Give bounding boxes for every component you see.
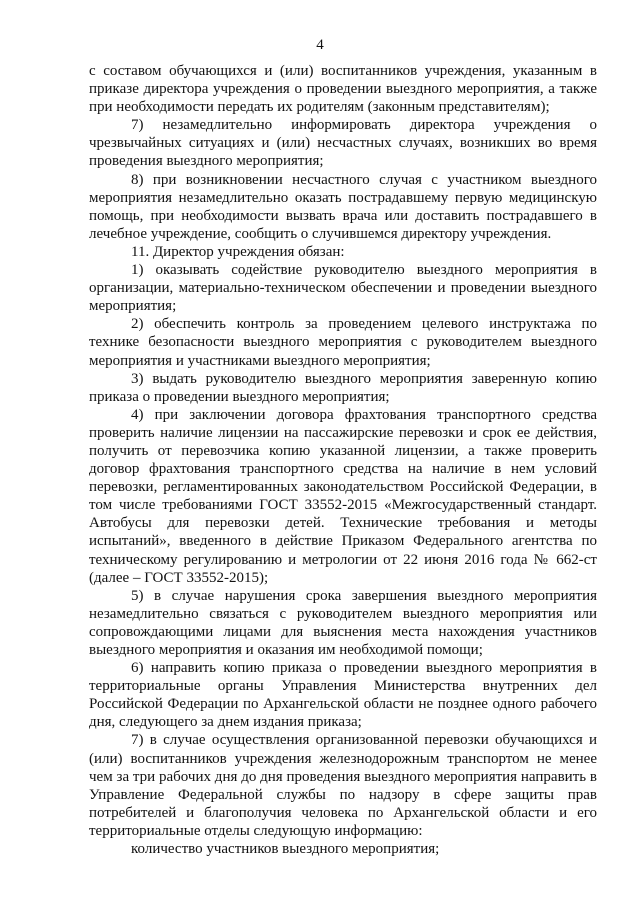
paragraph-item-7-rail-transport: 7) в случае осуществления организованной перевозки обучающихся и (или) воспитанников учреждения железнодорожным транспортом не менее чем за три рабочих дня до дня проведения выездного мероприятия направить в Управление Федеральной службы по надзору в сфере защиты прав потребителей и благополучия человека по Архангельской области и его территориальные отделы следующую информацию: [89,732,597,839]
paragraph-item-5-deadline-breach: 5) в случае нарушения срока завершения выездного мероприятия незамедлительно связаться с руководителем выездного мероприятия или сопровождающими лицами для выяснения места нахождения участников выездного мероприятия и оказания им необходимой помощи; [89,587,597,658]
document-body [89,62,597,858]
page-number: 4 [316,37,324,53]
paragraph-item-1-assist: 1) оказывать содействие руководителю выездного мероприятия в организации, материально-техническом обеспечении и проведении выездного мероприятия; [89,262,597,315]
paragraph-item-6-send-order: 6) направить копию приказа о проведении выездного мероприятия в территориальные органы Управления Министерства внутренних дел Российской Федерации по Архангельской области не позднее одного рабочего дня, следующего за днем издания приказа; [89,660,597,731]
paragraph-item-8-accident: 8) при возникновении несчастного случая с участником выездного мероприятия незамедлительно оказать пострадавшему первую медицинскую помощь, при необходимости вызвать врача или доставить пострадавшего в лечебное учреждение, сообщить о случившемся директору учреждения. [89,171,597,242]
paragraph-item-3-order-copy: 3) выдать руководителю выездного мероприятия заверенную копию приказа о проведении выездного мероприятия; [89,370,597,405]
paragraph-item-4-charter-contract: 4) при заключении договора фрахтования транспортного средства проверить наличие лицензии на пассажирские перевозки и срок ее действия, получить от перевозчика копию указанной лицензии, а также проверить договор фрахтования транспортного средства на наличие в нем условий перевозки, регламентированных законодательством Российской Федерации, в том числе требованиями ГОСТ 33552-2015 «Межгосударственный стандарт. Автобусы для перевозки детей. Технические требования и методы испытаний», введенного в действие Приказом Федерального агентства по техническому регулированию и метрологии от 22 июня 2016 года № 662-ст (далее – ГОСТ 33552-2015); [89,406,597,586]
paragraph-participants-count: количество участников выездного мероприятия; [131,841,440,858]
paragraph-item-7-notify-director: 7) незамедлительно информировать директора учреждения о чрезвычайных ситуациях и (или) несчастных случаях, возникших во время проведения выездного мероприятия; [89,117,597,170]
paragraph-section-11-heading: 11. Директор учреждения обязан: [131,243,345,260]
paragraph-item-2-control: 2) обеспечить контроль за проведением целевого инструктажа по технике безопасности выездного мероприятия с руководителем выездного мероприятия и участниками выездного мероприятия; [89,316,597,369]
paragraph-continuation: с составом обучающихся и (или) воспитанников учреждения, указанным в приказе директора учреждения о проведении выездного мероприятия, а также при необходимости передать их родителям (законным представителям); [89,63,597,116]
